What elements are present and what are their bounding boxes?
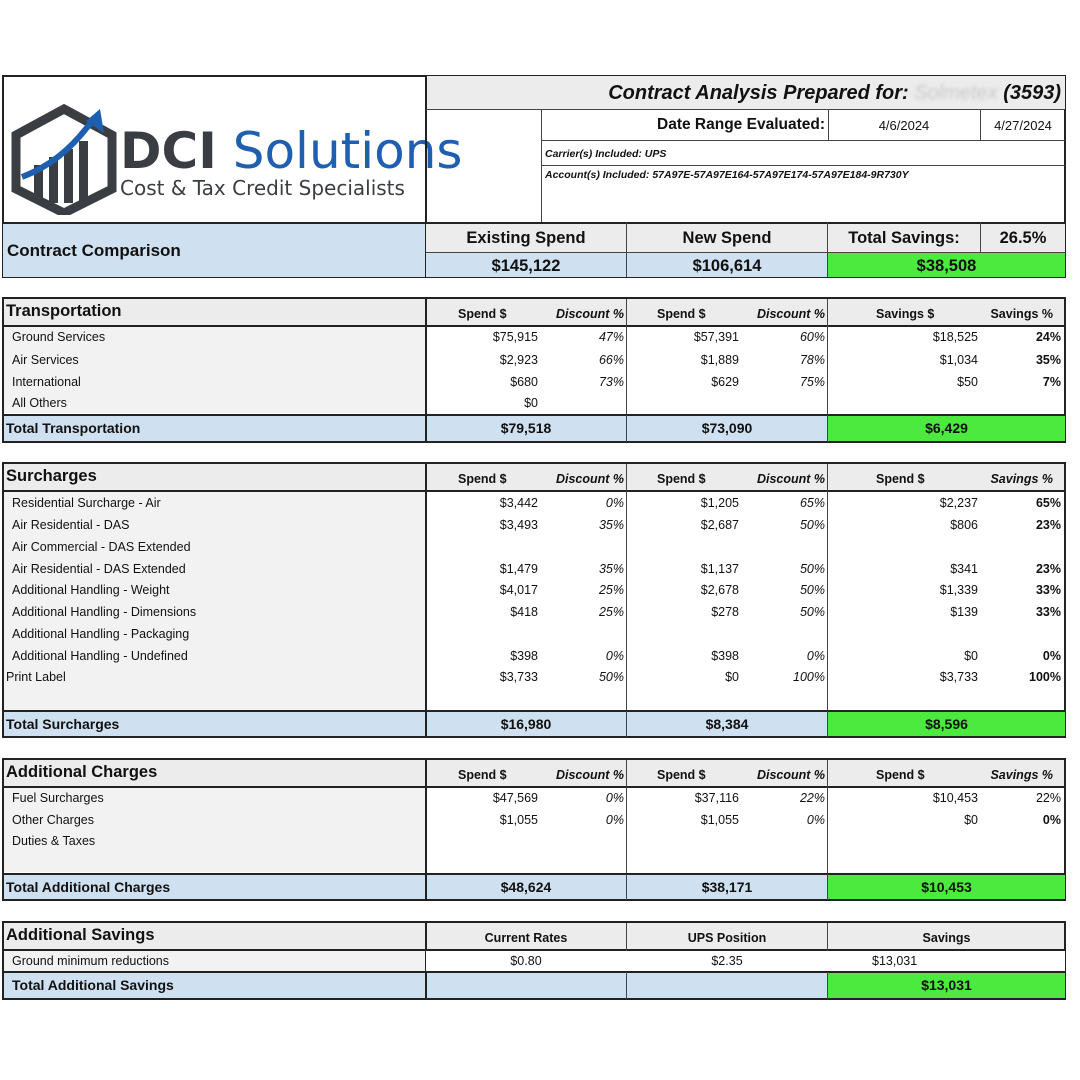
transportation-row-3-spend-new (627, 392, 739, 414)
surcharges-row-5-disc-new: 50% (799, 605, 825, 619)
transportation-row-1-spend-new: $1,889 (700, 353, 739, 367)
additional_charges-row-1-name: Other Charges (12, 813, 94, 827)
logo-brand-2: Solutions (232, 122, 463, 180)
transportation-row-0-spend-new: $57,391 (693, 330, 739, 344)
surcharges-row-3-disc-existing: 35% (598, 562, 624, 576)
logo-brand: DCI (120, 122, 217, 180)
additional_charges-total-vsep-1 (626, 874, 627, 900)
prepared-for-label: Contract Analysis Prepared for: (608, 82, 909, 104)
additional_charges-col-0: Spend $ (458, 768, 507, 782)
surcharges-row-2-savings-pct (978, 536, 1061, 558)
surcharges-col-2: Spend $ (657, 472, 706, 486)
additional_savings-title: Additional Savings (6, 926, 155, 944)
additional_charges-row-2-savings (828, 830, 978, 852)
transportation-row-3-disc-new (739, 392, 825, 414)
company-logo (8, 103, 463, 215)
surcharges-row-2-spend-existing (426, 536, 538, 558)
surcharges-col-0: Spend $ (458, 472, 507, 486)
additional_charges-row-0-name: Fuel Surcharges (12, 791, 104, 805)
transportation-row-3-savings (828, 392, 978, 414)
additional_charges-total-vsep-0 (425, 874, 427, 900)
new-spend-value: $106,614 (627, 253, 827, 277)
surcharges-row-1-savings-pct: 23% (1035, 518, 1061, 532)
transportation-row-2-savings-pct: 7% (1042, 375, 1061, 389)
transportation-row-2-spend-existing: $680 (510, 375, 538, 389)
surcharges-row-1-name: Air Residential - DAS (12, 518, 130, 532)
surcharges-row-8-disc-existing: 50% (598, 670, 624, 684)
transportation-row-2-disc-existing: 73% (598, 375, 624, 389)
surcharges-row-6-spend-existing (426, 623, 538, 645)
transportation-row-1-spend-existing: $2,923 (499, 353, 538, 367)
surcharges-row-6-disc-existing (538, 623, 624, 645)
surcharges-row-8-name: Print Label (6, 670, 66, 684)
surcharges-row-1-savings: $806 (950, 518, 978, 532)
transportation-total-label: Total Transportation (6, 420, 141, 436)
transportation-col-5: Savings % (990, 307, 1053, 321)
surcharges-row-5-name: Additional Handling - Dimensions (12, 605, 197, 619)
prepared-for-bar (425, 76, 1065, 110)
additional_savings-col-ups: UPS Position (687, 931, 767, 945)
additional_savings-col-current: Current Rates (484, 931, 568, 945)
additional_charges-row-0-spend-new: $37,116 (694, 791, 739, 805)
transportation-col-3: Discount % (756, 307, 825, 321)
additional_charges-col-3: Discount % (756, 768, 825, 782)
additional_savings-row-savings: $13,031 (872, 954, 918, 968)
surcharges-row-2-disc-new (739, 536, 825, 558)
surcharges-row-6-savings (828, 623, 978, 645)
surcharges-col-4: Spend $ (876, 472, 925, 486)
transportation-col-2: Spend $ (657, 307, 706, 321)
surcharges-row-2-savings (828, 536, 978, 558)
additional_charges-col-1: Discount % (555, 768, 624, 782)
transportation-row-0-savings: $18,525 (932, 330, 978, 344)
transportation-row-3-savings-pct (978, 392, 1061, 414)
surcharges-col-3: Discount % (756, 472, 825, 486)
transportation-row-3-name: All Others (12, 396, 67, 410)
accounts-included: Account(s) Included: 57A97E-57A97E164-57A97E174-57A97E184-9R730Y (545, 169, 909, 181)
existing-spend-label: Existing Spend (426, 224, 626, 252)
surcharges-total-savings: $8,596 (828, 712, 1065, 736)
surcharges-row-6-spend-new (627, 623, 739, 645)
surcharges-row-0-savings-pct: 65% (1035, 496, 1061, 510)
additional_charges-row-1-savings: $0 (964, 813, 978, 827)
surcharges-row-7-disc-existing: 0% (605, 649, 624, 663)
surcharges-row-7-name: Additional Handling - Undefined (12, 649, 188, 663)
additional_charges-total-existing: $48,624 (500, 879, 552, 895)
additional_charges-row-2-savings-pct (978, 830, 1061, 852)
total-savings-label: Total Savings: (828, 224, 980, 252)
surcharges-row-6-name: Additional Handling - Packaging (12, 627, 190, 641)
surcharges-row-4-spend-existing: $4,017 (499, 583, 538, 597)
transportation-row-3-spend-existing: $0 (524, 396, 538, 410)
additional_savings-col-savings: Savings (922, 931, 971, 945)
surcharges-row-0-spend-new: $1,205 (700, 496, 739, 510)
surcharges-total-new: $8,384 (705, 716, 749, 732)
additional_savings-row-current: $0.80 (510, 954, 542, 968)
surcharges-total-vsep-0 (425, 711, 427, 737)
surcharges-total-vsep-1 (626, 711, 627, 737)
surcharges-row-0-name: Residential Surcharge - Air (12, 496, 161, 510)
transportation-row-0-savings-pct: 24% (1035, 330, 1061, 344)
surcharges-row-5-savings-pct: 33% (1035, 605, 1061, 619)
surcharges-row-5-disc-existing: 25% (598, 605, 624, 619)
surcharges-row-8-savings-pct: 100% (1029, 670, 1061, 684)
surcharges-row-3-name: Air Residential - DAS Extended (12, 562, 186, 576)
surcharges-row-5-savings: $139 (950, 605, 978, 619)
surcharges-row-7-savings-pct: 0% (1042, 649, 1061, 663)
transportation-total-savings: $6,429 (828, 416, 1065, 441)
surcharges-row-1-spend-new: $2,687 (700, 518, 739, 532)
transportation-col-4: Savings $ (876, 307, 935, 321)
surcharges-row-2-name: Air Commercial - DAS Extended (12, 540, 191, 554)
surcharges-row-5-spend-existing: $418 (510, 605, 538, 619)
surcharges-row-5-spend-new: $278 (711, 605, 739, 619)
transportation-row-1-name: Air Services (12, 353, 79, 367)
transportation-row-2-disc-new: 75% (799, 375, 825, 389)
additional_charges-title: Additional Charges (6, 763, 158, 781)
surcharges-total-label: Total Surcharges (6, 716, 120, 732)
additional_savings-total-vsep-0 (425, 972, 427, 999)
surcharges-row-4-spend-new: $2,678 (700, 583, 739, 597)
additional_charges-row-1-disc-new: 0% (806, 813, 825, 827)
surcharges-row-4-savings: $1,339 (939, 583, 978, 597)
transportation-row-2-name: International (12, 375, 81, 389)
client-name: Solmetex (914, 82, 998, 104)
surcharges-row-3-spend-new: $1,137 (700, 562, 739, 576)
surcharges-row-8-disc-new: 100% (793, 670, 825, 684)
surcharges-col-5: Savings % (990, 472, 1053, 486)
total-savings-value: $38,508 (828, 253, 1065, 277)
surcharges-row-2-spend-new (627, 536, 739, 558)
logo-building-arrow-icon (8, 103, 120, 215)
additional_savings-row-name: Ground minimum reductions (12, 954, 170, 968)
surcharges-row-7-spend-new: $398 (711, 649, 739, 663)
surcharges-row-3-disc-new: 50% (799, 562, 825, 576)
additional_charges-row-2-disc-existing (538, 830, 624, 852)
transportation-row-3-disc-existing (538, 392, 624, 414)
additional_savings-total-label: Total Additional Savings (12, 977, 174, 993)
additional_charges-row-0-savings-pct: 22% (1035, 791, 1061, 805)
additional_charges-total-savings: $10,453 (828, 875, 1065, 899)
transportation-total-existing: $79,518 (500, 420, 552, 436)
date-end: 4/27/2024 (994, 118, 1052, 133)
additional_charges-total-vsep-2 (827, 874, 828, 900)
additional_charges-row-0-disc-existing: 0% (605, 791, 624, 805)
transportation-row-1-disc-existing: 66% (598, 353, 624, 367)
additional_charges-total-new: $38,171 (701, 879, 753, 895)
surcharges-row-0-spend-existing: $3,442 (499, 496, 538, 510)
transportation-title: Transportation (6, 302, 122, 320)
surcharges-row-0-disc-existing: 0% (605, 496, 624, 510)
surcharges-row-7-savings: $0 (964, 649, 978, 663)
additional_savings-total-vsep-1 (626, 972, 627, 999)
surcharges-row-1-spend-existing: $3,493 (499, 518, 538, 532)
surcharges-row-0-savings: $2,237 (939, 496, 978, 510)
additional_charges-row-1-spend-new: $1,055 (700, 813, 739, 827)
additional_charges-row-2-spend-new (627, 830, 739, 852)
additional_charges-row-2-spend-existing (426, 830, 538, 852)
new-spend-label: New Spend (627, 224, 827, 252)
transportation-row-0-name: Ground Services (12, 330, 106, 344)
surcharges-row-8-savings: $3,733 (939, 670, 978, 684)
additional_charges-row-1-spend-existing: $1,055 (499, 813, 538, 827)
surcharges-row-6-disc-new (739, 623, 825, 645)
additional_charges-row-1-savings-pct: 0% (1042, 813, 1061, 827)
surcharges-title: Surcharges (6, 467, 97, 485)
transportation-row-2-spend-new: $629 (711, 375, 739, 389)
client-code: (3593) (1003, 82, 1061, 104)
transportation-total-vsep-2 (827, 415, 828, 442)
surcharges-row-1-disc-existing: 35% (598, 518, 624, 532)
additional_charges-row-0-savings: $10,453 (932, 791, 978, 805)
surcharges-row-1-disc-new: 50% (799, 518, 825, 532)
logo-tagline: Cost & Tax Credit Specialists (120, 176, 405, 200)
additional_charges-row-0-spend-existing: $47,569 (492, 791, 538, 805)
total-savings-pct: 26.5% (981, 224, 1065, 252)
contract-comparison-label: Contract Comparison (3, 224, 425, 277)
additional_charges-col-5: Savings % (990, 768, 1053, 782)
date-start: 4/6/2024 (878, 118, 930, 133)
transportation-row-0-disc-new: 60% (799, 330, 825, 344)
surcharges-row-6-savings-pct (978, 623, 1061, 645)
surcharges-row-4-savings-pct: 33% (1035, 583, 1061, 597)
additional_savings-row-ups: $2.35 (711, 954, 743, 968)
surcharges-row-7-disc-new: 0% (806, 649, 825, 663)
additional_charges-col-4: Spend $ (876, 768, 925, 782)
additional_charges-row-1-disc-existing: 0% (605, 813, 624, 827)
surcharges-row-4-disc-new: 50% (799, 583, 825, 597)
carriers-included: Carrier(s) Included: UPS (545, 148, 667, 160)
surcharges-total-existing: $16,980 (500, 716, 552, 732)
surcharges-row-2-disc-existing (538, 536, 624, 558)
surcharges-row-0-disc-new: 65% (799, 496, 825, 510)
surcharges-row-3-spend-existing: $1,479 (499, 562, 538, 576)
transportation-row-2-savings: $50 (957, 375, 978, 389)
surcharges-row-3-savings: $341 (950, 562, 978, 576)
surcharges-row-8-spend-new: $0 (725, 670, 739, 684)
additional_charges-row-2-disc-new (739, 830, 825, 852)
surcharges-row-4-disc-existing: 25% (598, 583, 624, 597)
surcharges-row-7-spend-existing: $398 (510, 649, 538, 663)
transportation-row-1-savings-pct: 35% (1035, 353, 1061, 367)
surcharges-row-3-savings-pct: 23% (1035, 562, 1061, 576)
additional_charges-row-2-name: Duties & Taxes (12, 834, 96, 848)
transportation-total-vsep-0 (425, 415, 427, 442)
transportation-col-0: Spend $ (458, 307, 507, 321)
transportation-row-0-spend-existing: $75,915 (492, 330, 538, 344)
surcharges-row-4-name: Additional Handling - Weight (12, 583, 170, 597)
additional_charges-total-label: Total Additional Charges (6, 879, 171, 895)
surcharges-row-8-spend-existing: $3,733 (499, 670, 538, 684)
surcharges-col-1: Discount % (555, 472, 624, 486)
transportation-row-0-disc-existing: 47% (598, 330, 624, 344)
additional_savings-total-vsep-2 (827, 972, 828, 999)
date-range-label: Date Range Evaluated: (657, 116, 825, 133)
surcharges-total-vsep-2 (827, 711, 828, 737)
transportation-total-new: $73,090 (701, 420, 753, 436)
additional_savings-total-savings: $13,031 (828, 973, 1065, 998)
additional_charges-row-0-disc-new: 22% (799, 791, 825, 805)
transportation-total-vsep-1 (626, 415, 627, 442)
transportation-row-1-savings: $1,034 (939, 353, 978, 367)
transportation-row-1-disc-new: 78% (799, 353, 825, 367)
transportation-col-1: Discount % (555, 307, 624, 321)
existing-spend-value: $145,122 (426, 253, 626, 277)
additional_charges-col-2: Spend $ (657, 768, 706, 782)
